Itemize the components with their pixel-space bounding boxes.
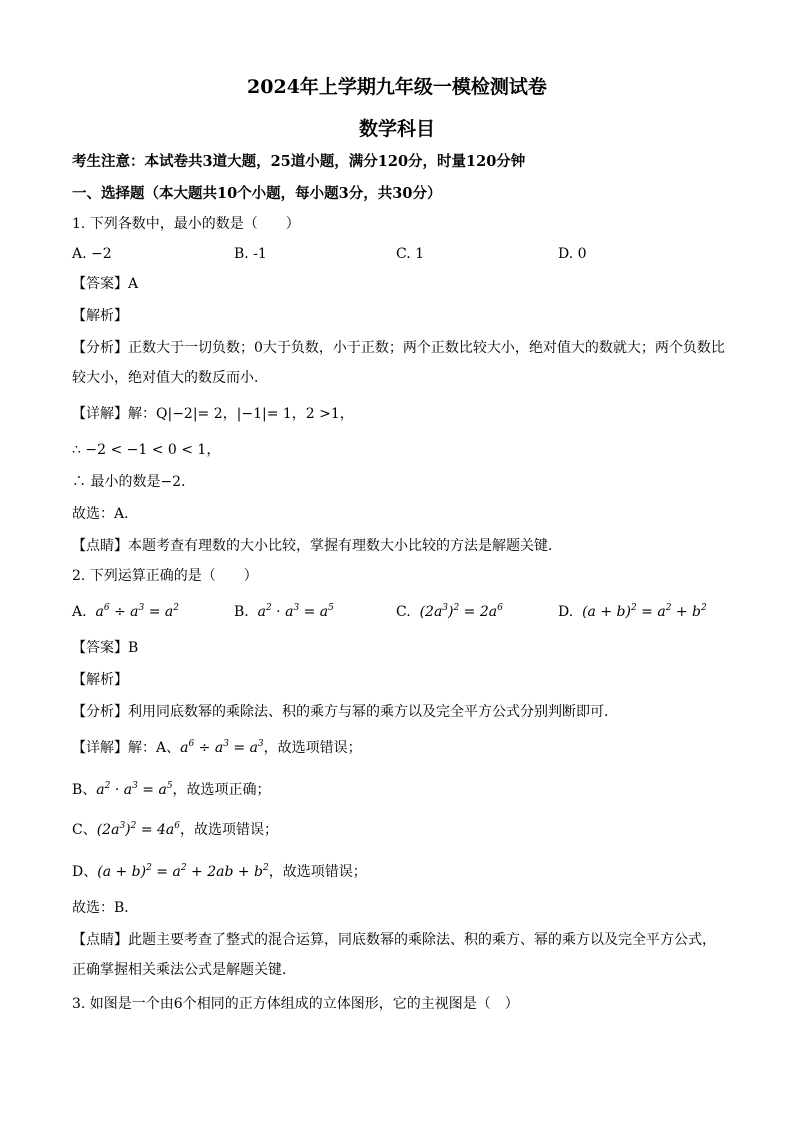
q2-detail-a: [72, 738, 362, 758]
q1-comment: 【点睛】本题考查有理数的大小比较，掌握有理数大小比较的方法是解题关键．: [72, 538, 562, 554]
q2-comment-line-1: 【点睛】此题主要考查了整式的混合运算，同底数幂的乘除法、积的乘方、幂的乘方以及完全平方公式，: [72, 932, 716, 948]
q2-option-d: [558, 602, 707, 622]
question-2-stem: 2. 下列运算正确的是（ ）: [72, 568, 258, 584]
q2-detail-d-prefix: D、: [72, 864, 98, 880]
q2-comment-line-2: 正确掌握相关乘法公式是解题关键．: [72, 962, 296, 978]
q1-step-1: ∴ −2 < −1 < 0 < 1，: [72, 442, 221, 458]
q2-option-a-formula: $a^6 \div a^3 = a^2$: [91, 603, 179, 620]
q1-analysis-line-1: 【分析】正数大于一切负数；0大于负数，小于正数；两个正数比较大小，绝对值大的数就大；两个负数比: [72, 340, 725, 356]
q2-jiexi: 【解析】: [72, 672, 128, 688]
q1-option-a: A. −2: [72, 246, 112, 262]
q2-detail-a-formula: $a^6 \div a^3 = a^3$: [180, 739, 264, 756]
q2-detail-c: [72, 820, 278, 840]
question-3-stem: 3. 如图是一个由6个相同的正方体组成的立体图形，它的主视图是（ ）: [72, 996, 519, 1012]
q2-answer: 【答案】B: [72, 640, 139, 656]
q2-option-c-label: C.: [396, 604, 411, 620]
q1-answer: 【答案】A: [72, 276, 139, 292]
section-heading: 一、选择题（本大题共10个小题，每小题3分，共30分）: [72, 185, 442, 202]
q1-step-2: ∴ 最小的数是−2．: [72, 474, 196, 490]
q2-analysis: 【分析】利用同底数幂的乘除法、积的乘方与幂的乘方以及完全平方公式分别判断即可．: [72, 704, 618, 720]
q2-detail-b-suffix: ，故选项正确；: [172, 782, 271, 798]
q1-jiexi: 【解析】: [72, 308, 128, 324]
q2-option-c: [396, 602, 503, 622]
q2-option-b: [234, 602, 334, 622]
q1-analysis-line-2: 较大小，绝对值大的数反而小．: [72, 370, 268, 386]
q2-option-c-formula: $(2a^3)^2 = 2a^6$: [415, 603, 503, 620]
q2-option-a: [72, 602, 179, 622]
q2-detail-b-prefix: B、: [72, 782, 97, 798]
q2-option-d-formula: $(a + b)^2 = a^2 + b^2$: [577, 603, 707, 620]
q2-detail-d: [72, 862, 367, 882]
q2-detail-d-formula: $(a + b)^2 = a^2 + 2ab + b^2$: [97, 863, 269, 880]
q2-option-b-label: B.: [234, 604, 249, 620]
q2-choice: 故选：B．: [72, 900, 139, 916]
q1-option-c: C. 1: [396, 246, 425, 262]
q2-detail-a-suffix: ，故选项错误；: [263, 740, 362, 756]
q2-option-a-label: A.: [72, 604, 87, 620]
q2-option-b-formula: $a^2 \cdot a^3 = a^5$: [253, 603, 334, 620]
q2-detail-c-suffix: ，故选项错误；: [180, 822, 278, 838]
q1-option-d: D. 0: [558, 246, 587, 262]
q2-detail-b: [72, 780, 271, 800]
q2-detail-b-formula: $a^2 \cdot a^3 = a^5$: [96, 781, 173, 798]
subject-title: 数学科目: [358, 118, 435, 140]
q2-option-d-label: D.: [558, 604, 574, 620]
candidate-notice: 考生注意：本试卷共3道大题，25道小题，满分120分，时量120分钟: [72, 153, 526, 170]
q2-detail-a-prefix: 【详解】解：A、: [72, 740, 181, 756]
q2-detail-d-suffix: ，故选项错误；: [268, 864, 367, 880]
q2-detail-c-prefix: C、: [72, 822, 97, 838]
q1-option-b: B. -1: [234, 246, 267, 262]
question-1-stem: 1. 下列各数中，最小的数是（ ）: [72, 216, 300, 232]
q2-detail-c-formula: $(2a^3)^2 = 4a^6$: [96, 821, 180, 838]
q1-detail: 【详解】解：Q|−2|= 2，|−1|= 1，2 >1，: [72, 406, 354, 422]
exam-title: 2024年上学期九年级一模检测试卷: [247, 76, 547, 98]
q1-choice: 故选：A．: [72, 506, 139, 522]
